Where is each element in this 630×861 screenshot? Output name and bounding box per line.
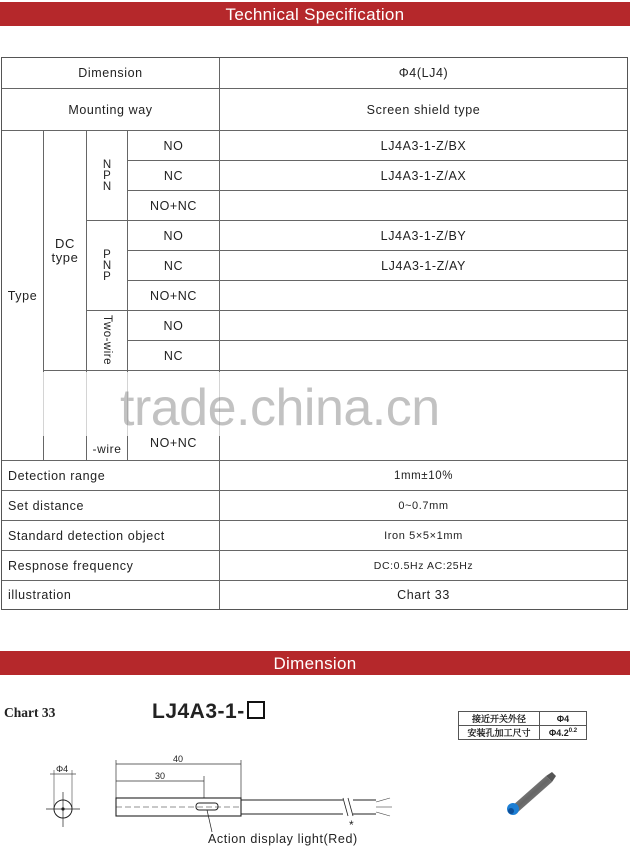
- model-placeholder-box-icon: [247, 701, 265, 719]
- note-star: *: [349, 818, 354, 832]
- watermark-washout: [2, 372, 626, 436]
- illustration-label: illustration: [2, 581, 220, 609]
- contact-cell: NO: [128, 311, 220, 341]
- model-cell: LJ4A3-1-Z/AX: [220, 161, 627, 191]
- contact-cell: NC: [128, 161, 220, 191]
- contact-cell: NO+NC: [128, 371, 220, 461]
- spec-table: [1, 57, 628, 610]
- contact-cell: NO+NC: [128, 281, 220, 311]
- spec-header-title: Technical Specification: [225, 5, 405, 24]
- hole-size-value: Φ4.2: [548, 727, 569, 738]
- response-frequency-label: Respnose frequency: [2, 551, 220, 581]
- mounting-value: Screen shield type: [220, 89, 627, 131]
- npn-label: NPN: [101, 159, 113, 192]
- dc-type-label: DC type: [44, 131, 87, 371]
- model-title-text: LJ4A3-1-: [152, 700, 245, 723]
- spec-header-banner: [0, 2, 630, 26]
- dimension-label: Dimension: [2, 58, 220, 89]
- detection-object-value: Iron 5×5×1mm: [220, 521, 627, 551]
- model-cell: [220, 341, 627, 371]
- contact-cell: NO: [128, 221, 220, 251]
- outer-diameter-value: Φ4: [540, 712, 587, 726]
- sensor-front-view-drawing: [40, 762, 90, 832]
- dimension-value: Φ4(LJ4): [220, 58, 627, 89]
- hole-size-tolerance: 0.2: [568, 727, 578, 734]
- sensor-photo: [498, 768, 560, 818]
- contact-cell: NC: [128, 341, 220, 371]
- pnp-cell: [87, 221, 128, 311]
- dimension-header-title: Dimension: [273, 654, 357, 673]
- watermark-text: trade.china.cn: [120, 379, 440, 437]
- dimension-header-banner: [0, 651, 630, 675]
- model-cell: [220, 281, 627, 311]
- chart-label: Chart 33: [4, 705, 56, 720]
- response-frequency-value: DC:0.5Hz AC:25Hz: [220, 551, 627, 581]
- two-wire-cell: [87, 311, 128, 371]
- contact-cell: NO: [128, 131, 220, 161]
- model-cell: LJ4A3-1-Z/BX: [220, 131, 627, 161]
- diameter-dim-label: Φ4: [56, 764, 69, 774]
- two-wire-label: Two-wire: [101, 315, 113, 366]
- type-label: Type: [2, 131, 44, 461]
- contact-cell: NC: [128, 251, 220, 281]
- illustration-value: Chart 33: [397, 588, 450, 602]
- model-cell: [220, 311, 627, 341]
- length-30-label: 30: [155, 771, 166, 781]
- npn-cell: [87, 131, 128, 221]
- contact-cell: NO+NC: [128, 191, 220, 221]
- detection-range-value: 1mm±10%: [220, 461, 627, 491]
- detection-object-label: Standard detection object: [2, 521, 220, 551]
- length-40-label: 40: [173, 754, 184, 764]
- mounting-label: Mounting way: [2, 89, 220, 131]
- hole-size-label: 安装孔加工尺寸: [459, 726, 540, 740]
- set-distance-value: 0~0.7mm: [220, 491, 627, 521]
- table-row: [459, 712, 587, 726]
- detection-range-label: Detection range: [2, 461, 220, 491]
- outer-diameter-label: 接近开关外径: [459, 712, 540, 726]
- hole-size-value-cell: [540, 726, 587, 740]
- model-title: [152, 700, 265, 724]
- mounting-size-table: [458, 711, 587, 740]
- action-light-caption: Action display light(Red): [208, 832, 358, 846]
- pnp-label: PNP: [101, 249, 113, 282]
- sensor-side-view-drawing: [108, 752, 398, 834]
- wire-label: -wire: [92, 442, 122, 456]
- model-cell: LJ4A3-1-Z/AY: [220, 251, 627, 281]
- model-cell: LJ4A3-1-Z/BY: [220, 221, 627, 251]
- model-cell: [220, 191, 627, 221]
- table-row: [459, 726, 587, 740]
- set-distance-label: Set distance: [2, 491, 220, 521]
